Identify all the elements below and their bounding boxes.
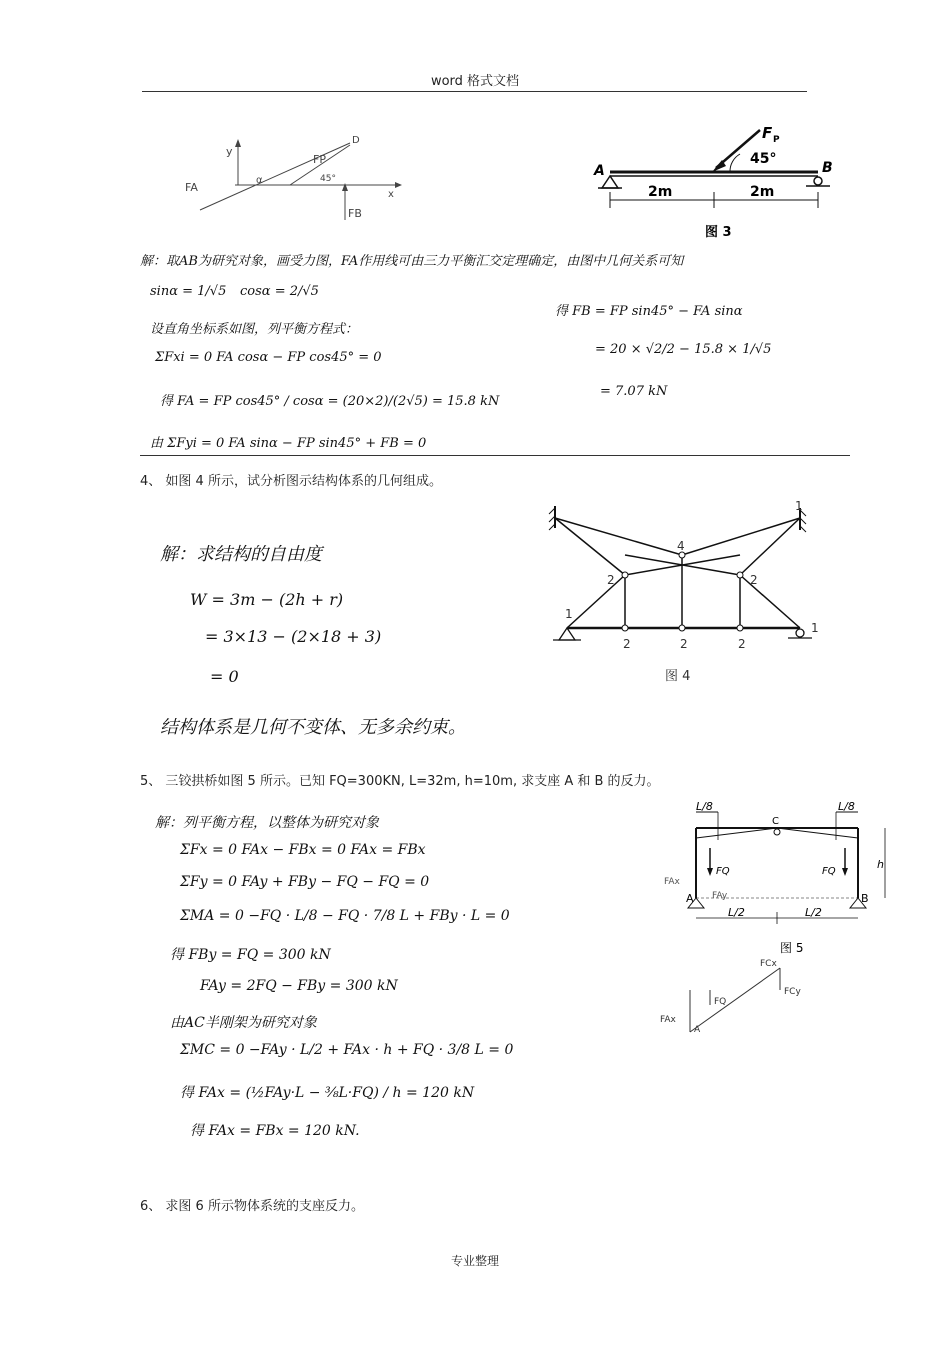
p4-solution-line3: = 3×13 − (2×18 + 3) (205, 627, 382, 646)
svg-text:FQ: FQ (822, 866, 836, 877)
figure-4-caption: 图 4 (665, 669, 691, 684)
p3-solution-line6: 由 ΣFyi = 0 FA sinα − FP sin45° + FB = 0 (150, 436, 427, 451)
p4-solution-line5: 结构体系是几何不变体、无多余约束。 (160, 717, 466, 738)
p5-solution-line4: ΣMA = 0 −FQ · L/8 − FQ · 7/8 L + FBy · L = 0 (180, 908, 510, 924)
problem-6-prompt: 6、 求图 6 所示物体系统的支座反力。 (140, 1199, 364, 1214)
svg-text:α: α (256, 175, 263, 186)
p4-solution-line4: = 0 (210, 667, 239, 686)
svg-text:FAx: FAx (664, 877, 680, 887)
p3-result-2: = 20 × √2/2 − 15.8 × 1/√5 (595, 342, 772, 357)
svg-text:2: 2 (680, 637, 688, 651)
p3-result-3: = 7.07 kN (600, 384, 668, 399)
p3-solution-line5: 得 FA = FP cos45° / cosα = (20×2)/(2√5) = 15.8 kN (160, 394, 500, 409)
p5-solution-line1: 解：列平衡方程，以整体为研究对象 (155, 815, 379, 831)
svg-text:h: h (877, 858, 884, 871)
svg-text:C: C (772, 816, 779, 827)
svg-text:FAx: FAx (660, 1015, 676, 1025)
svg-text:1: 1 (795, 500, 803, 513)
svg-text:2: 2 (750, 573, 758, 587)
problem-4-prompt: 4、 如图 4 所示，试分析图示结构体系的几何组成。 (140, 474, 442, 489)
p3-solution-line4: ΣFxi = 0 FA cosα − FP cos45° = 0 (155, 350, 382, 365)
figure-3 (580, 120, 840, 250)
svg-text:y: y (226, 145, 233, 158)
svg-text:A: A (686, 892, 694, 905)
svg-text:FQ: FQ (716, 866, 730, 877)
force-sketch (180, 125, 410, 225)
figure-4 (545, 500, 830, 690)
svg-text:L/8: L/8 (696, 800, 713, 813)
svg-text:1: 1 (811, 621, 819, 635)
svg-text:FCy: FCy (784, 987, 801, 997)
p4-solution-line1: 解：求结构的自由度 (160, 544, 322, 565)
svg-text:A: A (694, 1025, 701, 1035)
page-header: word 格式文档 (430, 74, 520, 89)
p5-solution-line5: 得 FBy = FQ = 300 kN (170, 947, 331, 963)
svg-text:1: 1 (565, 607, 573, 621)
dim-left: 2m (648, 184, 673, 200)
figure-3-caption: 图 3 (705, 225, 732, 240)
svg-text:L/2: L/2 (728, 906, 745, 919)
problem-5-prompt: 5、 三铰拱桥如图 5 所示。已知 FQ=300KN, L=32m, h=10m, 求支座 A 和 B 的反力。 (140, 774, 660, 789)
dim-right: 2m (750, 184, 775, 200)
svg-text:FA: FA (185, 181, 198, 194)
svg-text:FQ: FQ (714, 997, 727, 1007)
svg-text:L/2: L/2 (805, 906, 822, 919)
svg-text:D: D (352, 135, 360, 146)
force-sub: P (773, 135, 780, 145)
point-a-label: A (594, 163, 605, 179)
svg-text:2: 2 (738, 637, 746, 651)
p5-solution-line8: ΣMC = 0 −FAy · L/2 + FAx · h + FQ · 3/8 L = 0 (180, 1042, 514, 1058)
svg-text:FAy: FAy (712, 891, 728, 901)
p5-solution-line6: FAy = 2FQ − FBy = 300 kN (200, 978, 398, 994)
page-footer: 专业整理 (450, 1254, 499, 1268)
svg-text:x: x (388, 189, 394, 200)
svg-text:FCx: FCx (760, 959, 777, 969)
svg-text:FB: FB (348, 207, 362, 220)
svg-text:2: 2 (607, 573, 615, 587)
force-label: F (762, 124, 773, 142)
p5-solution-line9: 得 FAx = (½FAy·L − ⅜L·FQ) / h = 120 kN (180, 1085, 475, 1101)
p5-solution-line7: 由AC半刚架为研究对象 (170, 1015, 317, 1031)
p5-solution-line3: ΣFy = 0 FAy + FBy − FQ − FQ = 0 (180, 874, 430, 890)
solution-divider (140, 455, 850, 456)
svg-text:45°: 45° (320, 174, 336, 184)
angle-label: 45° (750, 151, 777, 167)
svg-text:2: 2 (623, 637, 631, 651)
svg-text:FP: FP (313, 153, 326, 166)
point-b-label: B (822, 160, 833, 176)
figure-5-caption: 图 5 (780, 941, 804, 955)
p3-result-1: 得 FB = FP sin45° − FA sinα (555, 304, 743, 319)
p3-solution-line3: 设直角坐标系如图，列平衡方程式： (150, 322, 359, 337)
p3-solution-line1: 解：取AB为研究对象，画受力图，FA作用线可由三力平衡汇交定理确定，由图中几何关系可知 (140, 254, 684, 269)
p5-solution-line2: ΣFx = 0 FAx − FBx = 0 FAx = FBx (180, 842, 426, 858)
figure-5 (660, 800, 910, 1050)
p3-solution-line2a: sinα = 1/√5 (150, 284, 227, 299)
p3-solution-line2b: cosα = 2/√5 (240, 284, 319, 299)
svg-text:4: 4 (677, 539, 685, 553)
svg-text:B: B (861, 892, 869, 905)
p5-solution-line10: 得 FAx = FBx = 120 kN. (190, 1123, 360, 1139)
svg-text:L/8: L/8 (838, 800, 855, 813)
p4-solution-line2: W = 3m − (2h + r) (190, 590, 344, 609)
header-rule (142, 91, 807, 92)
